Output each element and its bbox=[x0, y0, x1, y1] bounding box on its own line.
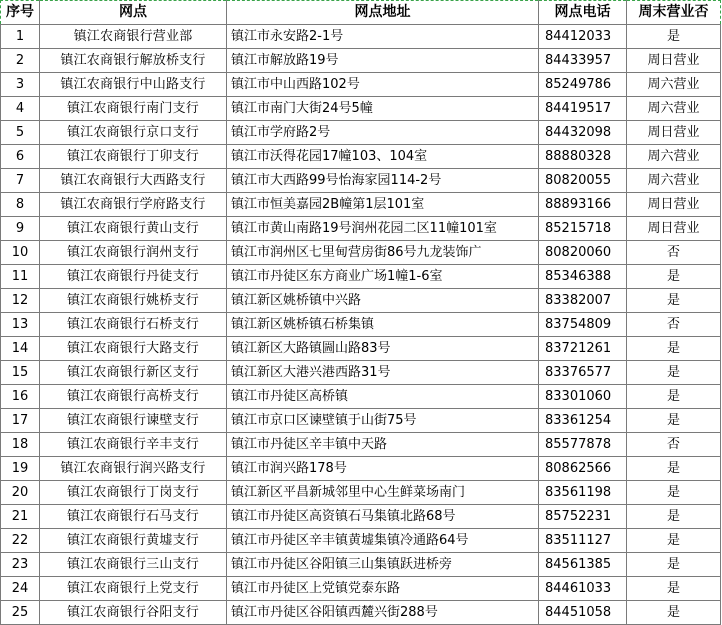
table-row bbox=[1, 433, 721, 457]
phone-cell[interactable]: 80820060 bbox=[539, 241, 627, 265]
phone-cell[interactable]: 84433957 bbox=[539, 49, 627, 73]
branch-name-cell[interactable]: 镇江农商银行三山支行 bbox=[40, 553, 227, 577]
seq-cell[interactable]: 10 bbox=[1, 241, 40, 265]
seq-cell[interactable]: 9 bbox=[1, 217, 40, 241]
branch-name-cell[interactable]: 镇江农商银行营业部 bbox=[40, 25, 227, 49]
weekend-open-cell[interactable]: 是 bbox=[627, 25, 721, 49]
address-cell[interactable]: 镇江市大西路99号怡海家园114-2号 bbox=[227, 169, 539, 193]
table-row bbox=[1, 361, 721, 385]
branch-name-cell[interactable]: 镇江农商银行石桥支行 bbox=[40, 313, 227, 337]
weekend-open-cell[interactable]: 否 bbox=[627, 433, 721, 457]
seq-cell[interactable]: 7 bbox=[1, 169, 40, 193]
phone-cell[interactable]: 85346388 bbox=[539, 265, 627, 289]
phone-cell[interactable]: 83561198 bbox=[539, 481, 627, 505]
phone-cell[interactable]: 84412033 bbox=[539, 25, 627, 49]
weekend-open-cell[interactable]: 是 bbox=[627, 505, 721, 529]
table-row bbox=[1, 97, 721, 121]
address-cell[interactable]: 镇江市中山西路102号 bbox=[227, 73, 539, 97]
phone-cell[interactable]: 88880328 bbox=[539, 145, 627, 169]
phone-cell[interactable]: 83511127 bbox=[539, 529, 627, 553]
seq-cell[interactable]: 11 bbox=[1, 265, 40, 289]
phone-cell[interactable]: 83382007 bbox=[539, 289, 627, 313]
phone-cell[interactable]: 83754809 bbox=[539, 313, 627, 337]
table-row bbox=[1, 505, 721, 529]
header-name[interactable]: 网点 bbox=[40, 1, 227, 25]
table-row bbox=[1, 241, 721, 265]
phone-cell[interactable]: 84461033 bbox=[539, 577, 627, 601]
phone-cell[interactable]: 80862566 bbox=[539, 457, 627, 481]
phone-cell[interactable]: 83361254 bbox=[539, 409, 627, 433]
table-row bbox=[1, 25, 721, 49]
table-row bbox=[1, 409, 721, 433]
seq-cell[interactable]: 5 bbox=[1, 121, 40, 145]
table-row bbox=[1, 193, 721, 217]
branch-name-cell[interactable]: 镇江农商银行上党支行 bbox=[40, 577, 227, 601]
address-cell[interactable]: 镇江市丹徒区高桥镇 bbox=[227, 385, 539, 409]
seq-cell[interactable]: 16 bbox=[1, 385, 40, 409]
seq-cell[interactable]: 13 bbox=[1, 313, 40, 337]
phone-cell[interactable]: 88893166 bbox=[539, 193, 627, 217]
weekend-open-cell[interactable]: 是 bbox=[627, 385, 721, 409]
address-cell[interactable]: 镇江市润兴路178号 bbox=[227, 457, 539, 481]
phone-cell[interactable]: 85249786 bbox=[539, 73, 627, 97]
address-cell[interactable]: 镇江市丹徒区辛丰镇黄墟集镇冷通路64号 bbox=[227, 529, 539, 553]
table-row bbox=[1, 337, 721, 361]
header-weekend[interactable]: 周末营业否 bbox=[627, 1, 721, 25]
address-cell[interactable]: 镇江新区姚桥镇石桥集镇 bbox=[227, 313, 539, 337]
branch-name-cell[interactable]: 镇江农商银行中山路支行 bbox=[40, 73, 227, 97]
table-row bbox=[1, 49, 721, 73]
phone-cell[interactable]: 84451058 bbox=[539, 601, 627, 625]
seq-cell[interactable]: 6 bbox=[1, 145, 40, 169]
branch-name-cell[interactable]: 镇江农商银行学府路支行 bbox=[40, 193, 227, 217]
address-cell[interactable]: 镇江新区姚桥镇中兴路 bbox=[227, 289, 539, 313]
branch-name-cell[interactable]: 镇江农商银行大路支行 bbox=[40, 337, 227, 361]
table-row bbox=[1, 73, 721, 97]
branch-name-cell[interactable]: 镇江农商银行黄墟支行 bbox=[40, 529, 227, 553]
address-cell[interactable]: 镇江市永安路2-1号 bbox=[227, 25, 539, 49]
address-cell[interactable]: 镇江新区大路镇圌山路83号 bbox=[227, 337, 539, 361]
phone-cell[interactable]: 80820055 bbox=[539, 169, 627, 193]
table-row bbox=[1, 289, 721, 313]
branch-name-cell[interactable]: 镇江农商银行京口支行 bbox=[40, 121, 227, 145]
seq-cell[interactable]: 3 bbox=[1, 73, 40, 97]
branch-name-cell[interactable]: 镇江农商银行高桥支行 bbox=[40, 385, 227, 409]
table-row bbox=[1, 577, 721, 601]
phone-cell[interactable]: 84419517 bbox=[539, 97, 627, 121]
address-cell[interactable]: 镇江市丹徒区辛丰镇中天路 bbox=[227, 433, 539, 457]
address-cell[interactable]: 镇江市丹徒区谷阳镇三山集镇跃进桥旁 bbox=[227, 553, 539, 577]
branch-name-cell[interactable]: 镇江农商银行丁卯支行 bbox=[40, 145, 227, 169]
address-cell[interactable]: 镇江新区大港兴港西路31号 bbox=[227, 361, 539, 385]
seq-cell[interactable]: 19 bbox=[1, 457, 40, 481]
branch-name-cell[interactable]: 镇江农商银行姚桥支行 bbox=[40, 289, 227, 313]
branch-name-cell[interactable]: 镇江农商银行石马支行 bbox=[40, 505, 227, 529]
phone-cell[interactable]: 84432098 bbox=[539, 121, 627, 145]
weekend-open-cell[interactable]: 周六营业 bbox=[627, 169, 721, 193]
phone-cell[interactable]: 83721261 bbox=[539, 337, 627, 361]
address-cell[interactable]: 镇江市丹徒区东方商业广场1幢1-6室 bbox=[227, 265, 539, 289]
branch-name-cell[interactable]: 镇江农商银行谷阳支行 bbox=[40, 601, 227, 625]
seq-cell[interactable]: 17 bbox=[1, 409, 40, 433]
table-row bbox=[1, 145, 721, 169]
phone-cell[interactable]: 85215718 bbox=[539, 217, 627, 241]
seq-cell[interactable]: 14 bbox=[1, 337, 40, 361]
weekend-open-cell[interactable]: 周日营业 bbox=[627, 217, 721, 241]
weekend-open-cell[interactable]: 是 bbox=[627, 529, 721, 553]
address-cell[interactable]: 镇江新区平昌新城邻里中心生鲜菜场南门 bbox=[227, 481, 539, 505]
branch-name-cell[interactable]: 镇江农商银行南门支行 bbox=[40, 97, 227, 121]
header-phone[interactable]: 网点电话 bbox=[539, 1, 627, 25]
header-address[interactable]: 网点地址 bbox=[227, 1, 539, 25]
phone-cell[interactable]: 85577878 bbox=[539, 433, 627, 457]
weekend-open-cell[interactable]: 是 bbox=[627, 361, 721, 385]
table-row bbox=[1, 217, 721, 241]
seq-cell[interactable]: 15 bbox=[1, 361, 40, 385]
branch-name-cell[interactable]: 镇江农商银行新区支行 bbox=[40, 361, 227, 385]
weekend-open-cell[interactable]: 是 bbox=[627, 457, 721, 481]
weekend-open-cell[interactable]: 是 bbox=[627, 481, 721, 505]
weekend-open-cell[interactable]: 是 bbox=[627, 289, 721, 313]
table-row bbox=[1, 169, 721, 193]
address-cell[interactable]: 镇江市京口区谏壁镇于山街75号 bbox=[227, 409, 539, 433]
weekend-open-cell[interactable]: 周日营业 bbox=[627, 121, 721, 145]
address-cell[interactable]: 镇江市恒美嘉园2B幢第1层101室 bbox=[227, 193, 539, 217]
address-cell[interactable]: 镇江市黄山南路19号润州花园二区11幢101室 bbox=[227, 217, 539, 241]
weekend-open-cell[interactable]: 是 bbox=[627, 601, 721, 625]
seq-cell[interactable]: 1 bbox=[1, 25, 40, 49]
branch-name-cell[interactable]: 镇江农商银行润州支行 bbox=[40, 241, 227, 265]
weekend-open-cell[interactable]: 周六营业 bbox=[627, 97, 721, 121]
branch-name-cell[interactable]: 镇江农商银行解放桥支行 bbox=[40, 49, 227, 73]
weekend-open-cell[interactable]: 周日营业 bbox=[627, 193, 721, 217]
branch-name-cell[interactable]: 镇江农商银行谏壁支行 bbox=[40, 409, 227, 433]
branch-name-cell[interactable]: 镇江农商银行大西路支行 bbox=[40, 169, 227, 193]
seq-cell[interactable]: 12 bbox=[1, 289, 40, 313]
branch-name-cell[interactable]: 镇江农商银行黄山支行 bbox=[40, 217, 227, 241]
weekend-open-cell[interactable]: 周日营业 bbox=[627, 49, 721, 73]
table-row bbox=[1, 601, 721, 625]
seq-cell[interactable]: 4 bbox=[1, 97, 40, 121]
table-row bbox=[1, 265, 721, 289]
seq-cell[interactable]: 23 bbox=[1, 553, 40, 577]
seq-cell[interactable]: 25 bbox=[1, 601, 40, 625]
seq-cell[interactable]: 2 bbox=[1, 49, 40, 73]
seq-cell[interactable]: 21 bbox=[1, 505, 40, 529]
branch-name-cell[interactable]: 镇江农商银行辛丰支行 bbox=[40, 433, 227, 457]
seq-cell[interactable]: 20 bbox=[1, 481, 40, 505]
table-row bbox=[1, 553, 721, 577]
weekend-open-cell[interactable]: 是 bbox=[627, 265, 721, 289]
address-cell[interactable]: 镇江市解放路19号 bbox=[227, 49, 539, 73]
table-row bbox=[1, 121, 721, 145]
table-row bbox=[1, 481, 721, 505]
phone-cell[interactable]: 84561385 bbox=[539, 553, 627, 577]
weekend-open-cell[interactable]: 否 bbox=[627, 241, 721, 265]
phone-cell[interactable]: 83301060 bbox=[539, 385, 627, 409]
address-cell[interactable]: 镇江市沃得花园17幢103、104室 bbox=[227, 145, 539, 169]
address-cell[interactable]: 镇江市南门大街24号5幢 bbox=[227, 97, 539, 121]
address-cell[interactable]: 镇江市丹徒区高资镇石马集镇北路68号 bbox=[227, 505, 539, 529]
table-row bbox=[1, 385, 721, 409]
seq-cell[interactable]: 22 bbox=[1, 529, 40, 553]
branch-name-cell[interactable]: 镇江农商银行丹徒支行 bbox=[40, 265, 227, 289]
weekend-open-cell[interactable]: 周六营业 bbox=[627, 145, 721, 169]
phone-cell[interactable]: 85752231 bbox=[539, 505, 627, 529]
seq-cell[interactable]: 18 bbox=[1, 433, 40, 457]
seq-cell[interactable]: 8 bbox=[1, 193, 40, 217]
branch-name-cell[interactable]: 镇江农商银行丁岗支行 bbox=[40, 481, 227, 505]
weekend-open-cell[interactable]: 是 bbox=[627, 577, 721, 601]
table-row bbox=[1, 457, 721, 481]
weekend-open-cell[interactable]: 周六营业 bbox=[627, 73, 721, 97]
weekend-open-cell[interactable]: 是 bbox=[627, 409, 721, 433]
address-cell[interactable]: 镇江市丹徒区上党镇党泰东路 bbox=[227, 577, 539, 601]
address-cell[interactable]: 镇江市丹徒区谷阳镇西麓兴街288号 bbox=[227, 601, 539, 625]
address-cell[interactable]: 镇江市润州区七里甸营房街86号九龙装饰广 bbox=[227, 241, 539, 265]
table-row bbox=[1, 529, 721, 553]
weekend-open-cell[interactable]: 是 bbox=[627, 553, 721, 577]
table-row bbox=[1, 313, 721, 337]
address-cell[interactable]: 镇江市学府路2号 bbox=[227, 121, 539, 145]
weekend-open-cell[interactable]: 否 bbox=[627, 313, 721, 337]
weekend-open-cell[interactable]: 是 bbox=[627, 337, 721, 361]
header-seq[interactable]: 序号 bbox=[1, 1, 40, 25]
branch-name-cell[interactable]: 镇江农商银行润兴路支行 bbox=[40, 457, 227, 481]
header-row bbox=[1, 1, 721, 25]
phone-cell[interactable]: 83376577 bbox=[539, 361, 627, 385]
seq-cell[interactable]: 24 bbox=[1, 577, 40, 601]
